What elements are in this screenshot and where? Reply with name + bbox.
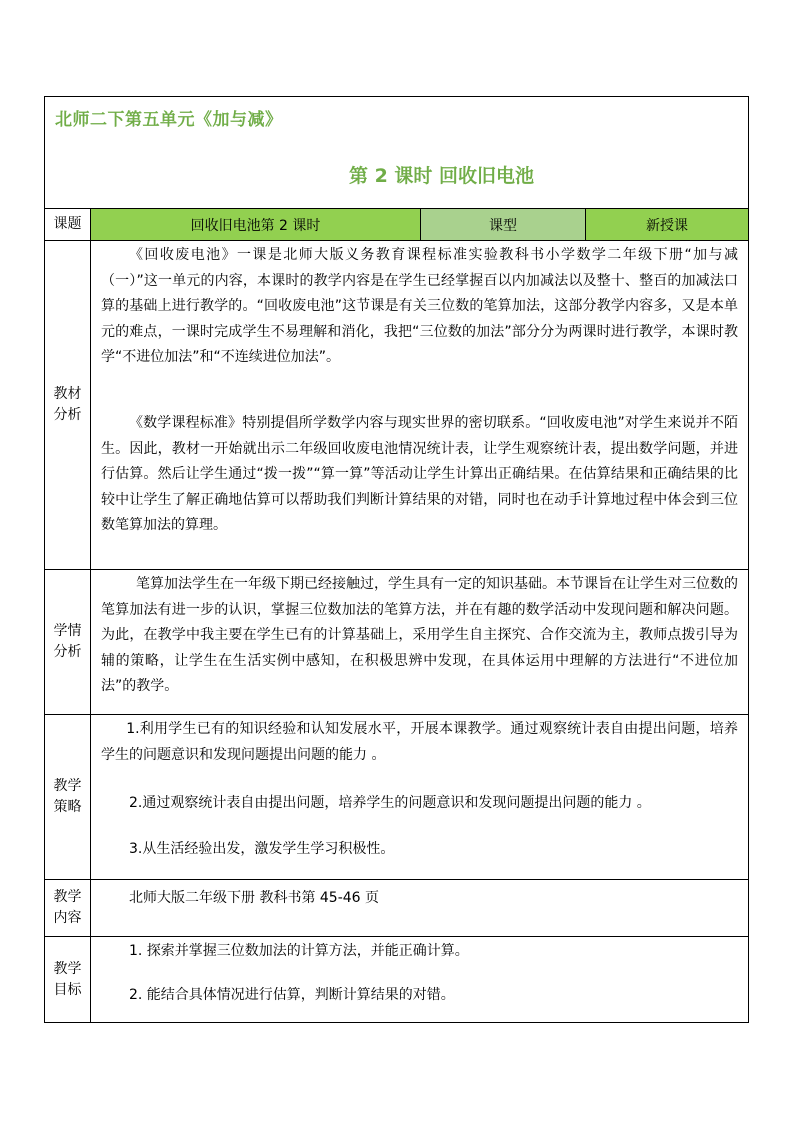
topic-row — [45, 209, 748, 241]
goals-item-2: 2. 能结合具体情况进行估算，判断计算结果的对错。 — [129, 987, 455, 1003]
goals-label: 教学目标 — [53, 961, 82, 998]
strategy-item-2: 2.通过观察统计表自由提出问题，培养学生的问题意识和发现问题提出问题的能力 。 — [129, 795, 651, 811]
content-label: 教学内容 — [53, 889, 82, 926]
strategy-body — [91, 715, 748, 879]
learner-analysis-label: 学情分析 — [53, 623, 82, 660]
lesson-plan-table — [44, 96, 749, 1023]
goals-row — [45, 937, 748, 1023]
table-header — [45, 97, 748, 209]
topic-label: 课题 — [53, 216, 82, 232]
strategy-label-cell — [45, 715, 91, 879]
type-label: 课型 — [489, 217, 517, 234]
textbook-analysis-row — [45, 241, 748, 570]
strategy-label: 教学策略 — [53, 778, 82, 815]
textbook-analysis-body — [91, 241, 748, 569]
learner-analysis-body — [91, 570, 748, 714]
topic-label-cell — [45, 209, 91, 240]
type-label-cell — [421, 209, 586, 240]
learner-analysis-paragraph: 笔算加法学生在一年级下期已经接触过，学生具有一定的知识基础。本节课旨在让学生对三位数的笔算加法有进一步的认识，掌握三位数加法的笔算方法，并在有趣的数学活动中发现问题和解决问题。为此，在教学中我主要在学生已有的计算基础上，采用学生自主探究、合作交流为主，教师点拨引导为辅的策略，让学生在生活实例中感知，在积极思辨中发现，在具体运用中理解的方法进行“不进位加法”的教学。 — [101, 576, 738, 694]
lesson-title: 第 2 课时 回收旧电池 — [348, 165, 535, 187]
content-text: 北师大版二年级下册 教科书第 45-46 页 — [129, 890, 380, 906]
type-value-cell — [586, 209, 748, 240]
textbook-analysis-paragraph-2: 《数学课程标准》特别提倡所学数学内容与现实世界的密切联系。“回收废电池”对学生来说并不陌生。因此，教材一开始就出示二年级回收废电池情况统计表，让学生观察统计表，提出数学问题，并进行估算。然后让学生通过“拨一拨”“算一算”等活动让学生计算出正确结果。在估算结果和正确结果的比较中让学生了解正确地估算可以帮助我们判断计算结果的对错，同时也在动手计算地过程中体会到三位数笔算加法的算理。 — [101, 415, 738, 533]
type-value: 新授课 — [646, 217, 688, 234]
series-title: 北师二下第五单元《加与减》 — [55, 110, 283, 130]
goals-body — [91, 937, 748, 1023]
goals-item-1: 1. 探索并掌握三位数加法的计算方法，并能正确计算。 — [129, 943, 469, 959]
goals-label-cell — [45, 937, 91, 1023]
lesson-title-wrap — [45, 161, 748, 188]
textbook-analysis-label-cell — [45, 241, 91, 569]
textbook-analysis-paragraph-1: 《回收废电池》一课是北师大版义务教育课程标准实验教科书小学数学二年级下册“加与减（一）”这一单元的内容，本课时的教学内容是在学生已经掌握百以内加减法以及整十、整百的加减法口算的基础上进行教学的。“回收废电池”这节课是有关三位数的笔算加法，这部分教学内容多，又是本单元的难点，一课时完成学生不易理解和消化，我把“三位数的加法”部分分为两课时进行教学，本课时教学“不进位加法”和“不连续进位加法”。 — [101, 247, 738, 365]
textbook-analysis-label: 教材分析 — [53, 386, 82, 423]
strategy-item-1: 1.利用学生已有的知识经验和认知发展水平，开展本课教学。通过观察统计表自由提出问题，培养学生的问题意识和发现问题提出问题的能力 。 — [101, 721, 738, 763]
content-body — [91, 880, 748, 936]
topic-cell — [91, 209, 421, 240]
topic-value: 回收旧电池第 2 课时 — [190, 217, 321, 234]
learner-analysis-row — [45, 570, 748, 715]
strategy-item-3: 3.从生活经验出发，激发学生学习积极性。 — [129, 841, 395, 857]
content-row — [45, 880, 748, 937]
learner-analysis-label-cell — [45, 570, 91, 714]
content-label-cell — [45, 880, 91, 936]
strategy-row — [45, 715, 748, 880]
